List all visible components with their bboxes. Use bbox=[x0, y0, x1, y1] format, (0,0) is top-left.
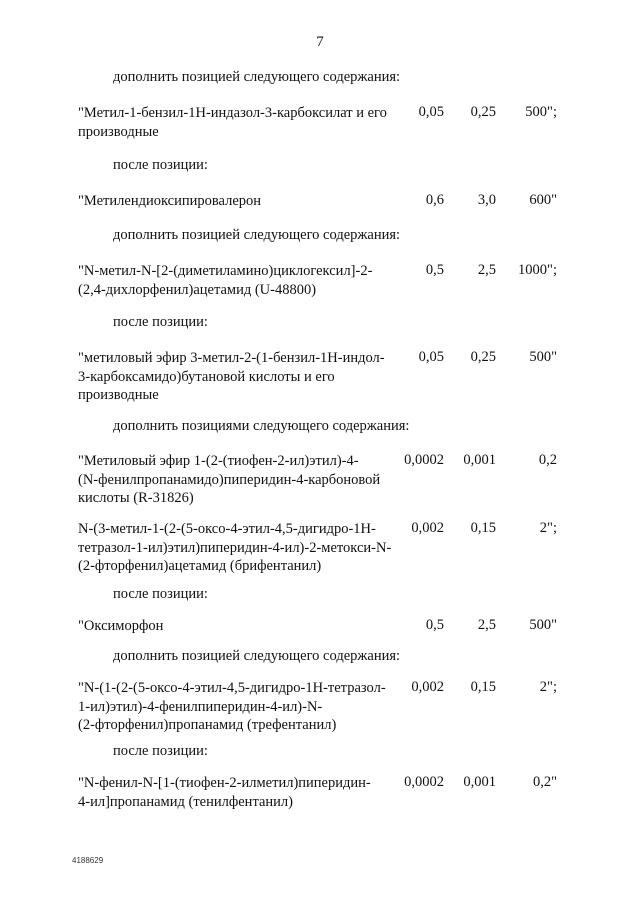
instruction-paragraph: дополнить позициями следующего содержания: bbox=[113, 418, 410, 434]
entry-name bbox=[78, 192, 261, 211]
entry-value-1: 0,0002 bbox=[404, 774, 444, 790]
instruction-paragraph: после позиции: bbox=[113, 157, 208, 173]
page-number: 7 bbox=[316, 34, 324, 50]
entry-name-line: "N-(1-(2-(5-оксо-4-этил-4,5-дигидро-1Н-тетразол- bbox=[78, 680, 386, 696]
entry-value-1: 0,05 bbox=[418, 104, 444, 120]
entry-name-line: 3-карбоксамидо)бутановой кислоты и его bbox=[78, 368, 335, 385]
entry-value-1: 0,5 bbox=[425, 617, 444, 633]
entry-name-line: (N-фенилпропанамидо)пиперидин-4-карбоновой bbox=[78, 471, 381, 488]
entry-value-1: 0,5 bbox=[425, 262, 444, 278]
instruction-paragraph: после позиции: bbox=[113, 743, 208, 759]
entry-name bbox=[78, 104, 387, 141]
entry-name-line: "N-фенил-N-[1-(тиофен-2-илметил)пиперидин- bbox=[78, 775, 371, 791]
entry-value-3: 500" bbox=[529, 349, 557, 365]
entry-name-line: "Метиловый эфир 1-(2-(тиофен-2-ил)этил)-4- bbox=[78, 453, 359, 469]
entry-value-2: 0,15 bbox=[470, 679, 496, 695]
entry-name bbox=[78, 349, 385, 405]
entry-name bbox=[78, 262, 372, 299]
entry-value-3: 2"; bbox=[539, 520, 557, 536]
entry-value-2: 0,15 bbox=[470, 520, 496, 536]
entry-value-2: 2,5 bbox=[477, 262, 496, 278]
entry-value-2: 3,0 bbox=[477, 192, 496, 208]
entry-value-3: 600" bbox=[529, 192, 557, 208]
entry-name bbox=[78, 520, 391, 576]
entry-value-3: 0,2 bbox=[538, 452, 557, 468]
entry-value-2: 0,001 bbox=[463, 452, 496, 468]
entry-name bbox=[78, 452, 380, 508]
entry-value-2: 2,5 bbox=[477, 617, 496, 633]
entry-name-line: (2,4-дихлорфенил)ацетамид (U-48800) bbox=[78, 281, 317, 298]
entry-value-1: 0,6 bbox=[425, 192, 444, 208]
entry-name-line: производные bbox=[78, 123, 159, 140]
document-code: 4188629 bbox=[72, 856, 104, 865]
entry-name-line: (2-фторфенил)пропанамид (трефентанил) bbox=[78, 717, 337, 733]
entry-name-line: 1-ил)этил)-4-фенилпиперидин-4-ил)-N- bbox=[78, 698, 323, 715]
entry-value-3: 500"; bbox=[525, 104, 557, 120]
entry-value-1: 0,0002 bbox=[404, 452, 444, 468]
entry-name bbox=[78, 774, 371, 811]
entry-value-2: 0,25 bbox=[470, 349, 496, 365]
entry-value-1: 0,05 bbox=[418, 349, 444, 365]
entry-name-line: тетразол-1-ил)этил)пиперидин-4-ил)-2-метокси-N- bbox=[78, 539, 392, 556]
entry-name-line: "Метил-1-бензил-1Н-индазол-3-карбоксилат и его bbox=[78, 105, 387, 121]
instruction-paragraph: после позиции: bbox=[113, 586, 208, 602]
entry-value-1: 0,002 bbox=[411, 679, 444, 695]
entry-name-line: N-(3-метил-1-(2-(5-оксо-4-этил-4,5-дигидро-1Н- bbox=[78, 521, 376, 537]
entry-value-3: 500" bbox=[529, 617, 557, 633]
entry-name-line: 4-ил]пропанамид (тенилфентанил) bbox=[78, 793, 293, 810]
entry-name-line: "метиловый эфир 3-метил-2-(1-бензил-1Н-индол- bbox=[78, 350, 385, 366]
entry-name bbox=[78, 679, 386, 735]
entry-name bbox=[78, 617, 163, 636]
entry-name-line: "Метилендиоксипировалерон bbox=[78, 193, 262, 209]
instruction-paragraph: дополнить позицией следующего содержания: bbox=[113, 648, 401, 664]
instruction-paragraph: дополнить позицией следующего содержания: bbox=[113, 227, 401, 243]
entry-name-line: производные bbox=[78, 387, 159, 403]
entry-name-line: "N-метил-N-[2-(диметиламино)циклогексил]-2- bbox=[78, 263, 373, 279]
entry-value-3: 0,2" bbox=[532, 774, 557, 790]
entry-name-line: кислоты (R-31826) bbox=[78, 490, 194, 506]
entry-name-line: (2-фторфенил)ацетамид (брифентанил) bbox=[78, 558, 322, 574]
entry-value-1: 0,002 bbox=[411, 520, 444, 536]
entry-value-3: 1000"; bbox=[518, 262, 557, 278]
instruction-paragraph: дополнить позицией следующего содержания: bbox=[113, 69, 401, 85]
entry-value-2: 0,001 bbox=[463, 774, 496, 790]
instruction-paragraph: после позиции: bbox=[113, 314, 208, 330]
entry-name-line: "Оксиморфон bbox=[78, 618, 164, 634]
entry-value-3: 2"; bbox=[539, 679, 557, 695]
entry-value-2: 0,25 bbox=[470, 104, 496, 120]
